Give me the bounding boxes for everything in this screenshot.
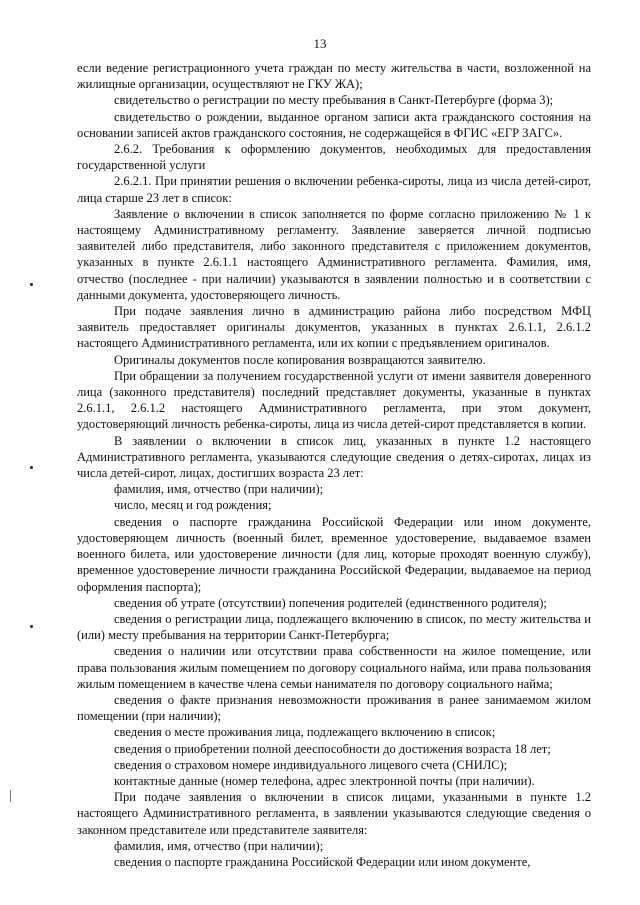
list-item: сведения о факте признания невозможности проживания в ранее занимаемом жилом помещении (при наличии);: [77, 692, 591, 724]
paragraph: При подаче заявления лично в администрацию района либо посредством МФЦ заявитель предоставляет оригиналы документов, указанных в пунктах 2.6.1.1, 2.6.1.2 настоящего Административного регламента, или их копии с предъявлением оригиналов.: [77, 304, 591, 351]
list-item: сведения об утрате (отсутствии) попечения родителей (единственного родителя);: [114, 595, 547, 610]
margin-dot: [30, 466, 33, 469]
paragraph: В заявлении о включении в список лиц, указанных в пункте 1.2 настоящего Административного регламента, указываются следующие сведения о детях-сиротах, лицах из числа детей-сирот, лицах, достигших возраста 23 лет:: [77, 433, 591, 481]
margin-dot: [30, 625, 33, 628]
paragraph: При обращении за получением государственной услуги от имени заявителя доверенного лица (законного представителя) последний представляет документы, указанные в пунктах 2.6.1.1, 2.6.1.2 настоящего Административного регламента, при этом документ, удостоверяющий личность ребенка-сироты, лица из числа детей-сирот представляется в копии.: [77, 368, 591, 432]
paragraph: свидетельство о рождении, выданное органом записи акта гражданского состояния на основании записей актов гражданского состояния, не содержащейся в ФГИС «ЕГР ЗАГС».: [77, 109, 591, 140]
paragraph: если ведение регистрационного учета граждан по месту жительства в части, возложенной на жилищные организации, осуществляют не ГКУ ЖА);: [77, 61, 591, 92]
section-heading: 2.6.2. Требования к оформлению документов, необходимых для предоставления государственной услуги: [77, 142, 591, 173]
list-item: фамилия, имя, отчество (при наличии);: [114, 482, 324, 497]
paragraph: Оригиналы документов после копирования возвращаются заявителю.: [114, 352, 486, 367]
margin-dot: [30, 283, 33, 286]
list-item: сведения о паспорте гражданина Российской Федерации или ином документе, удостоверяющем личность (военный билет, временное удостоверение, выдаваемое взамен военного билета, или удостоверение личности (для лиц, которые проходят военную службу), временное удостоверение личности гражданина Российской Федерации, выдаваемое на период оформления паспорта);: [77, 514, 591, 594]
paragraph: Заявление о включении в список заполняется по форме согласно приложению № 1 к настоящему Административному регламенту. Заявление заверяется личной подписью заявителей либо представителя, либо законного представителя с приложением документов, указанных в пункте 2.6.1.1 настоящего Административного регламента. Фамилия, имя, отчество (последнее - при наличии) указываются в заявлении полностью и в соответствии с данными документа, удостоверяющего личность.: [77, 206, 591, 302]
list-item: сведения о месте проживания лица, подлежащего включению в список;: [114, 725, 496, 740]
page-number: 13: [313, 36, 327, 51]
list-item: сведения о приобретении полной дееспособности до достижения возраста 18 лет;: [114, 741, 551, 756]
list-item: фамилия, имя, отчество (при наличии);: [114, 838, 324, 853]
list-item: сведения о страховом номере индивидуального лицевого счета (СНИЛС);: [114, 757, 508, 772]
margin-mark: [10, 790, 11, 802]
list-item: контактные данные (номер телефона, адрес электронной почты (при наличии).: [114, 773, 535, 788]
list-item: сведения о наличии или отсутствии права собственности на жилое помещение, или права пользования жилым помещением по договору социального найма, или права пользования жилым помещением в качестве члена семьи нанимателя по договору социального найма;: [77, 644, 591, 691]
list-item: сведения о регистрации лица, подлежащего включению в список, по месту жительства и (или) месту пребывания на территории Санкт-Петербурга;: [77, 611, 591, 643]
paragraph: свидетельство о регистрации по месту пребывания в Санкт-Петербурге (форма 3);: [114, 93, 554, 108]
subsection-heading: 2.6.2.1. При принятии решения о включении ребенка-сироты, лица из числа детей-сирот, лица старше 23 лет в список:: [77, 174, 591, 205]
document-body: [77, 60, 591, 870]
list-item: число, месяц и год рождения;: [114, 498, 272, 513]
paragraph: При подаче заявления о включении в список лицами, указанными в пункте 1.2 настоящего Административного регламента, в заявлении указываются следующие сведения о законном представителе или представителе заявителя:: [77, 790, 591, 837]
list-item: сведения о паспорте гражданина Российской Федерации или ином документе,: [114, 854, 531, 869]
